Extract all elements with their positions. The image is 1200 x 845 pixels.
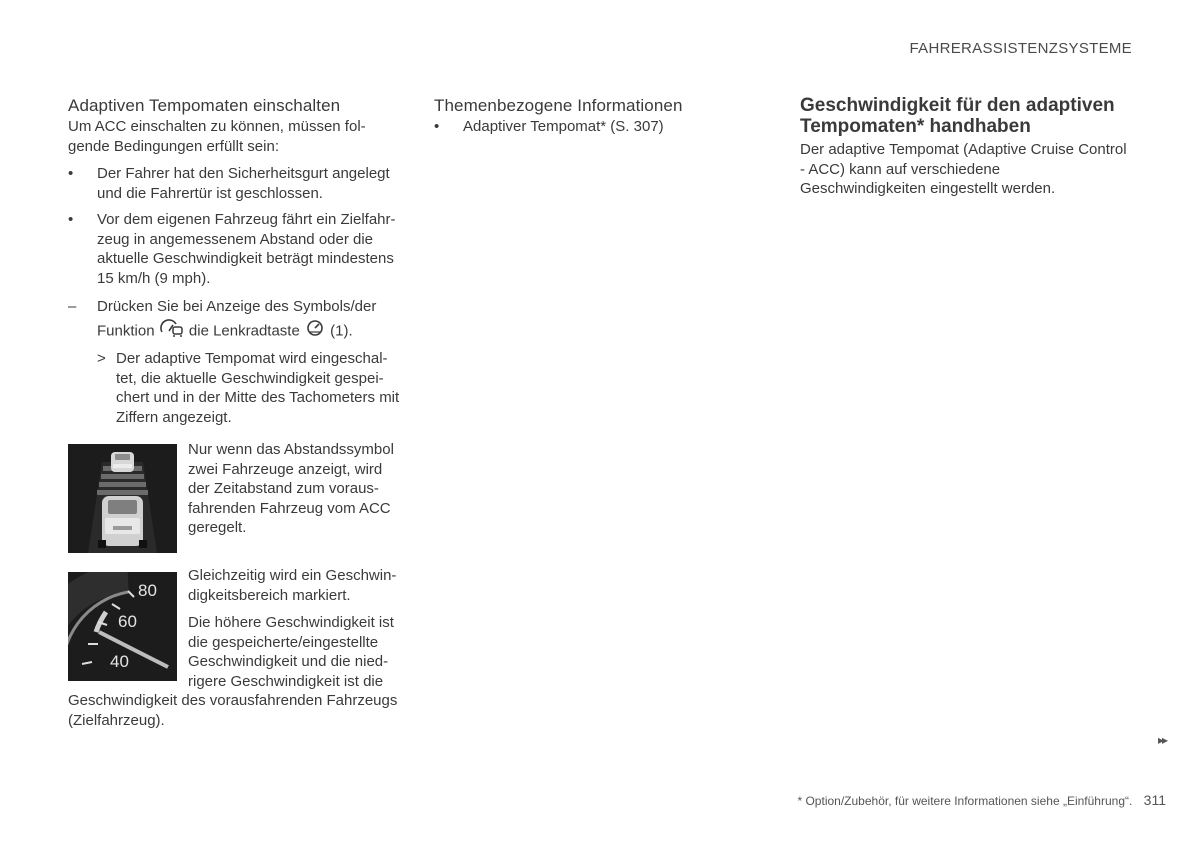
heading-handle-speed: Geschwindigkeit für den adaptiven Tempomaten* handhaben [800, 95, 1115, 137]
conditions-list [68, 164, 400, 345]
steering-wheel-acc-button-icon [304, 319, 326, 344]
speed-explanation-continued: Geschwindigkeit des vorausfahrenden Fahrzeugs (Zielfahrzeug). [68, 692, 398, 729]
related-link-text[interactable]: Adaptiver Tempomat* (S. 307) [463, 118, 664, 135]
list-item [68, 210, 400, 288]
next-page-arrows-icon[interactable]: ▸▸ [1157, 733, 1166, 747]
gauge-label-80: 80 [138, 581, 157, 600]
result-item [97, 349, 400, 427]
list-item [68, 164, 400, 203]
heading-related-info: Themenbezogene Informationen [434, 96, 683, 115]
result-list [68, 349, 400, 427]
column-related-info [434, 95, 724, 137]
footer-note: * Option/Zubehör, für weitere Informationen siehe „Einführung“. [797, 794, 1133, 808]
gauge-label-40: 40 [110, 652, 129, 671]
distance-symbol-row [68, 440, 400, 552]
footer [797, 792, 1166, 808]
column-activate-acc [68, 95, 400, 730]
page-number: 311 [1143, 792, 1166, 808]
distance-symbol-caption: Nur wenn das Abstandssymbol zwei Fahrzeuge anzeigt, wird der Zeitabstand zum voraus-fahrenden Fahrzeug vom ACC geregelt. [188, 441, 394, 536]
step-item [68, 295, 400, 345]
column-handle-speed [800, 95, 1130, 199]
bullet-text: Vor dem eigenen Fahrzeug fährt ein Zielfahr-zeug in angemessenem Abstand oder die aktuelle Geschwindigkeit beträgt mindestens 15 km/h (9 mph). [97, 211, 396, 287]
speedometer-image [68, 572, 177, 681]
section-title: FAHRERASSISTENZSYSTEME [909, 40, 1132, 57]
related-links [434, 117, 724, 137]
bullet-text: Der Fahrer hat den Sicherheitsgurt angelegt und die Fahrertür ist geschlossen. [97, 165, 390, 202]
handle-speed-body: Der adaptive Tempomat (Adaptive Cruise Control - ACC) kann auf verschiedene Geschwindigkeiten eingestellt werden. [800, 141, 1127, 197]
distance-symbol-image [68, 444, 177, 553]
intro-text: Um ACC einschalten zu können, müssen fol- gende Bedingungen erfüllt sein: [68, 118, 366, 155]
speedometer-row [68, 566, 400, 730]
speed-explanation-text: Die höhere Geschwindigkeit ist die gespeicherte/eingestellte Geschwindigkeit und die nied-rigere Geschwindigkeit ist die [188, 614, 394, 690]
result-text: Der adaptive Tempomat wird eingeschal-tet, die aktuelle Geschwindigkeit gespei-chert und in der Mitte des Tachometers mit Ziffern angezeigt. [116, 350, 400, 426]
step-text-before: Drücken Sie bei Anzeige des Symbols/der Funktion [97, 298, 377, 340]
heading-activate-acc: Adaptiven Tempomaten einschalten [68, 96, 341, 115]
step-mark: – [68, 298, 77, 315]
acc-speedometer-car-icon [159, 318, 185, 345]
gauge-label-60: 60 [118, 612, 137, 631]
bullet-mark: • [68, 211, 74, 228]
bullet-mark: • [68, 165, 74, 182]
speed-range-text: Gleichzeitig wird ein Geschwin-digkeitsbereich markiert. [188, 567, 397, 604]
related-link[interactable] [434, 117, 724, 137]
step-text-after: (1). [330, 322, 353, 340]
step-text-middle: die Lenkradtaste [188, 322, 300, 340]
result-mark: > [97, 350, 106, 367]
bullet-mark: • [434, 118, 440, 135]
